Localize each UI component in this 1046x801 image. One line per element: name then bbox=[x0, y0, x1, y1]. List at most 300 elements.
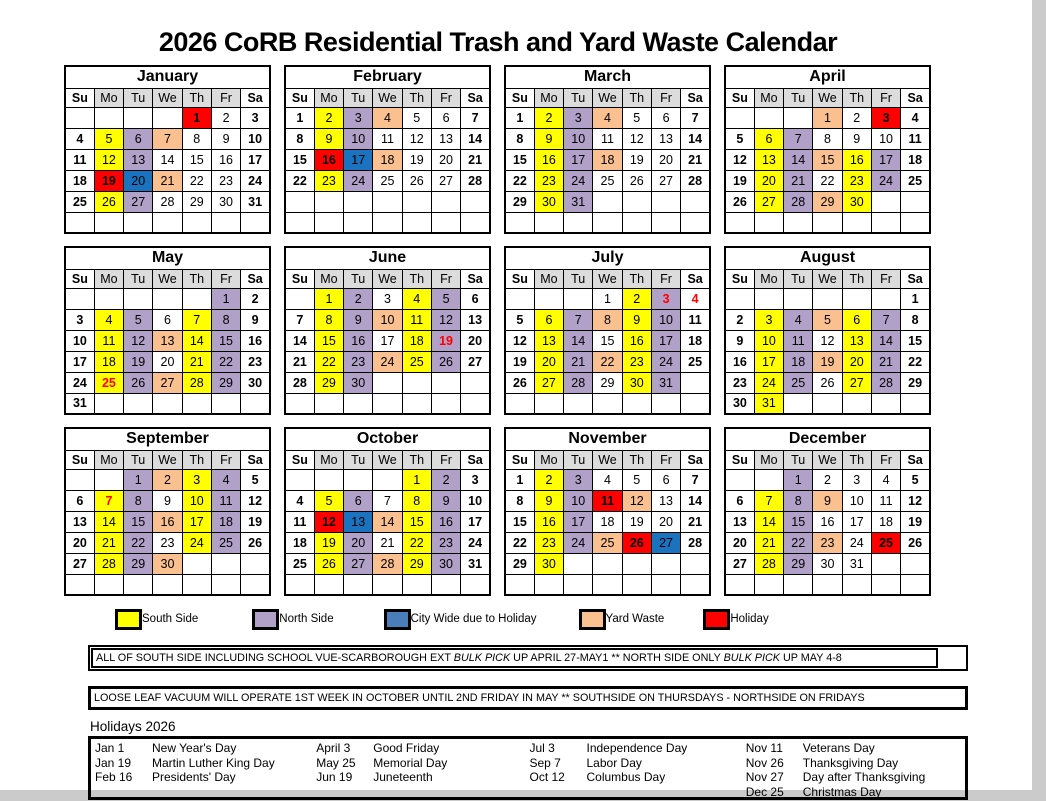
day-cell: 20 bbox=[65, 532, 94, 553]
day-cell: 7 bbox=[564, 309, 593, 330]
day-cell: 13 bbox=[754, 149, 783, 170]
day-cell: 3 bbox=[564, 469, 593, 490]
day-cell: 28 bbox=[871, 372, 900, 393]
day-cell bbox=[681, 393, 710, 414]
day-cell: 15 bbox=[901, 330, 930, 351]
day-cell: 26 bbox=[813, 372, 842, 393]
day-cell: 17 bbox=[344, 149, 373, 170]
day-cell: 11 bbox=[65, 149, 94, 170]
month-april bbox=[724, 65, 931, 234]
day-cell bbox=[651, 212, 680, 233]
day-cell: 27 bbox=[534, 372, 563, 393]
day-header-su: Su bbox=[285, 269, 314, 288]
holiday-date: Jun 19 bbox=[316, 770, 353, 785]
day-cell: 6 bbox=[651, 107, 680, 128]
day-cell bbox=[534, 212, 563, 233]
day-cell: 12 bbox=[901, 490, 930, 511]
day-cell bbox=[593, 212, 622, 233]
day-cell: 27 bbox=[725, 553, 754, 574]
day-cell bbox=[402, 574, 431, 595]
day-cell: 6 bbox=[461, 288, 490, 309]
day-cell: 21 bbox=[153, 170, 182, 191]
day-cell: 9 bbox=[725, 330, 754, 351]
legend-swatch bbox=[115, 609, 142, 630]
holiday-name: Martin Luther King Day bbox=[152, 755, 275, 770]
day-cell bbox=[784, 107, 813, 128]
day-cell: 25 bbox=[593, 170, 622, 191]
day-cell: 6 bbox=[344, 490, 373, 511]
day-cell: 22 bbox=[211, 351, 240, 372]
month-name: May bbox=[65, 247, 270, 269]
week-row bbox=[725, 372, 930, 393]
week-row bbox=[285, 532, 490, 553]
week-row bbox=[285, 330, 490, 351]
day-cell: 11 bbox=[402, 309, 431, 330]
day-cell: 13 bbox=[344, 511, 373, 532]
month-name: February bbox=[285, 66, 490, 88]
day-cell: 21 bbox=[564, 351, 593, 372]
day-cell: 30 bbox=[241, 372, 270, 393]
day-cell: 30 bbox=[725, 393, 754, 414]
holiday-row bbox=[316, 770, 529, 785]
day-cell: 26 bbox=[314, 553, 343, 574]
day-cell: 31 bbox=[842, 553, 871, 574]
day-cell: 14 bbox=[754, 511, 783, 532]
week-row bbox=[505, 351, 710, 372]
day-cell bbox=[314, 574, 343, 595]
day-cell: 18 bbox=[681, 330, 710, 351]
day-cell: 31 bbox=[651, 372, 680, 393]
holiday-name: New Year's Day bbox=[152, 741, 237, 755]
day-cell: 10 bbox=[182, 490, 211, 511]
day-cell: 20 bbox=[461, 330, 490, 351]
day-cell: 17 bbox=[871, 149, 900, 170]
day-cell bbox=[871, 393, 900, 414]
day-cell: 15 bbox=[182, 149, 211, 170]
day-header-mo: Mo bbox=[94, 450, 123, 469]
day-cell: 21 bbox=[754, 532, 783, 553]
day-cell bbox=[241, 574, 270, 595]
week-row bbox=[505, 372, 710, 393]
day-cell: 10 bbox=[842, 490, 871, 511]
day-cell bbox=[871, 288, 900, 309]
week-row bbox=[725, 212, 930, 233]
day-cell: 6 bbox=[65, 490, 94, 511]
day-header-th: Th bbox=[182, 88, 211, 107]
day-cell: 8 bbox=[505, 490, 534, 511]
holiday-column-1 bbox=[95, 741, 316, 797]
day-cell: 14 bbox=[182, 330, 211, 351]
day-cell: 8 bbox=[593, 309, 622, 330]
day-cell bbox=[564, 288, 593, 309]
day-cell bbox=[344, 393, 373, 414]
week-row bbox=[505, 553, 710, 574]
day-cell bbox=[681, 574, 710, 595]
day-cell bbox=[901, 212, 930, 233]
day-cell: 16 bbox=[431, 511, 460, 532]
day-cell bbox=[65, 288, 94, 309]
day-cell: 20 bbox=[725, 532, 754, 553]
day-header-sa: Sa bbox=[681, 269, 710, 288]
day-cell: 26 bbox=[622, 170, 651, 191]
holiday-column-4 bbox=[746, 741, 965, 797]
day-cell: 26 bbox=[505, 372, 534, 393]
day-cell: 27 bbox=[431, 170, 460, 191]
day-cell: 2 bbox=[842, 107, 871, 128]
day-cell bbox=[534, 288, 563, 309]
day-cell bbox=[681, 212, 710, 233]
day-cell: 21 bbox=[182, 351, 211, 372]
day-cell: 28 bbox=[681, 532, 710, 553]
day-cell bbox=[593, 393, 622, 414]
week-row bbox=[505, 330, 710, 351]
day-cell: 7 bbox=[461, 107, 490, 128]
day-cell: 23 bbox=[344, 351, 373, 372]
day-cell: 10 bbox=[373, 309, 402, 330]
legend-item-south-side bbox=[115, 609, 198, 630]
holiday-name: Labor Day bbox=[586, 755, 642, 770]
day-header-th: Th bbox=[622, 88, 651, 107]
day-cell: 7 bbox=[681, 107, 710, 128]
day-cell: 23 bbox=[153, 532, 182, 553]
week-row bbox=[285, 212, 490, 233]
week-row bbox=[285, 574, 490, 595]
day-cell bbox=[681, 553, 710, 574]
day-cell: 21 bbox=[681, 511, 710, 532]
day-cell: 25 bbox=[681, 351, 710, 372]
day-cell: 3 bbox=[344, 107, 373, 128]
bulk-pickup-banner bbox=[88, 645, 968, 671]
day-cell: 19 bbox=[402, 149, 431, 170]
holiday-name: Veterans Day bbox=[802, 741, 875, 755]
day-cell: 12 bbox=[402, 128, 431, 149]
day-cell: 16 bbox=[241, 330, 270, 351]
day-cell: 15 bbox=[593, 330, 622, 351]
day-cell: 27 bbox=[651, 170, 680, 191]
day-header-mo: Mo bbox=[754, 88, 783, 107]
day-cell: 12 bbox=[241, 490, 270, 511]
day-cell: 28 bbox=[784, 191, 813, 212]
day-header-th: Th bbox=[182, 450, 211, 469]
month-july bbox=[504, 246, 711, 415]
day-cell: 6 bbox=[842, 309, 871, 330]
day-cell: 30 bbox=[534, 191, 563, 212]
day-header-su: Su bbox=[505, 88, 534, 107]
day-cell: 29 bbox=[593, 372, 622, 393]
day-cell: 29 bbox=[505, 553, 534, 574]
day-cell: 27 bbox=[65, 553, 94, 574]
day-header-th: Th bbox=[182, 269, 211, 288]
day-cell: 24 bbox=[842, 532, 871, 553]
day-header-fr: Fr bbox=[431, 450, 460, 469]
day-cell: 9 bbox=[842, 128, 871, 149]
day-cell: 17 bbox=[754, 351, 783, 372]
month-december bbox=[724, 427, 931, 596]
day-cell: 13 bbox=[651, 128, 680, 149]
holiday-row bbox=[530, 756, 746, 771]
day-cell: 9 bbox=[431, 490, 460, 511]
day-cell: 15 bbox=[124, 511, 153, 532]
week-row bbox=[725, 553, 930, 574]
day-header-th: Th bbox=[842, 88, 871, 107]
day-cell: 5 bbox=[314, 490, 343, 511]
day-cell bbox=[651, 393, 680, 414]
day-cell: 4 bbox=[871, 469, 900, 490]
month-name: June bbox=[285, 247, 490, 269]
day-cell: 6 bbox=[754, 128, 783, 149]
holiday-date: May 25 bbox=[316, 755, 356, 770]
day-cell: 22 bbox=[124, 532, 153, 553]
holiday-name: Christmas Day bbox=[802, 784, 882, 799]
day-cell: 13 bbox=[651, 490, 680, 511]
day-cell: 4 bbox=[593, 469, 622, 490]
day-cell: 10 bbox=[564, 490, 593, 511]
day-cell: 19 bbox=[622, 511, 651, 532]
day-cell: 14 bbox=[153, 149, 182, 170]
day-header-we: We bbox=[153, 450, 182, 469]
day-cell: 13 bbox=[65, 511, 94, 532]
day-cell: 31 bbox=[564, 191, 593, 212]
day-cell: 29 bbox=[505, 191, 534, 212]
week-row bbox=[725, 393, 930, 414]
month-february bbox=[284, 65, 491, 234]
day-cell: 1 bbox=[124, 469, 153, 490]
week-row bbox=[505, 191, 710, 212]
week-row bbox=[505, 469, 710, 490]
day-cell: 27 bbox=[124, 191, 153, 212]
day-cell: 7 bbox=[285, 309, 314, 330]
day-header-sa: Sa bbox=[241, 269, 270, 288]
day-cell bbox=[842, 288, 871, 309]
day-header-we: We bbox=[153, 269, 182, 288]
day-cell: 30 bbox=[153, 553, 182, 574]
week-row bbox=[505, 511, 710, 532]
day-cell: 3 bbox=[871, 107, 900, 128]
day-header-fr: Fr bbox=[211, 88, 240, 107]
day-cell: 31 bbox=[241, 191, 270, 212]
day-cell bbox=[725, 288, 754, 309]
day-cell: 17 bbox=[564, 149, 593, 170]
day-cell: 1 bbox=[402, 469, 431, 490]
day-cell: 22 bbox=[813, 170, 842, 191]
week-row bbox=[285, 490, 490, 511]
day-cell: 16 bbox=[211, 149, 240, 170]
day-cell: 22 bbox=[901, 351, 930, 372]
day-cell bbox=[94, 574, 123, 595]
day-cell bbox=[402, 191, 431, 212]
day-cell: 26 bbox=[431, 351, 460, 372]
holiday-date: Jul 3 bbox=[529, 741, 555, 755]
day-cell: 28 bbox=[182, 372, 211, 393]
month-november bbox=[504, 427, 711, 596]
week-row bbox=[65, 372, 270, 393]
day-cell: 30 bbox=[534, 553, 563, 574]
day-cell: 19 bbox=[622, 149, 651, 170]
week-row bbox=[65, 128, 270, 149]
day-cell: 27 bbox=[344, 553, 373, 574]
week-row bbox=[285, 170, 490, 191]
day-cell: 17 bbox=[373, 330, 402, 351]
day-cell: 2 bbox=[153, 469, 182, 490]
day-cell: 28 bbox=[564, 372, 593, 393]
day-cell: 2 bbox=[314, 107, 343, 128]
day-cell bbox=[871, 574, 900, 595]
day-cell: 8 bbox=[402, 490, 431, 511]
week-row bbox=[725, 149, 930, 170]
day-cell: 16 bbox=[534, 511, 563, 532]
day-header-th: Th bbox=[402, 88, 431, 107]
day-cell: 12 bbox=[94, 149, 123, 170]
day-cell: 21 bbox=[285, 351, 314, 372]
day-cell: 25 bbox=[211, 532, 240, 553]
day-cell: 23 bbox=[725, 372, 754, 393]
day-cell bbox=[153, 288, 182, 309]
day-header-th: Th bbox=[622, 269, 651, 288]
day-cell: 12 bbox=[124, 330, 153, 351]
holiday-name: Good Friday bbox=[373, 741, 440, 755]
day-cell: 26 bbox=[402, 170, 431, 191]
day-cell bbox=[344, 191, 373, 212]
day-cell bbox=[901, 191, 930, 212]
holiday-name: Juneteenth bbox=[373, 770, 433, 785]
day-cell bbox=[94, 393, 123, 414]
day-cell: 14 bbox=[461, 128, 490, 149]
day-cell: 18 bbox=[871, 511, 900, 532]
day-cell: 27 bbox=[754, 191, 783, 212]
day-cell: 18 bbox=[94, 351, 123, 372]
day-header-mo: Mo bbox=[754, 269, 783, 288]
day-cell: 1 bbox=[211, 288, 240, 309]
day-header-fr: Fr bbox=[431, 88, 460, 107]
day-cell: 23 bbox=[534, 170, 563, 191]
day-cell: 5 bbox=[94, 128, 123, 149]
day-cell bbox=[564, 393, 593, 414]
day-cell: 24 bbox=[871, 170, 900, 191]
day-cell: 31 bbox=[461, 553, 490, 574]
day-cell: 24 bbox=[564, 170, 593, 191]
day-cell: 11 bbox=[593, 490, 622, 511]
day-cell: 2 bbox=[725, 309, 754, 330]
day-cell bbox=[373, 393, 402, 414]
day-cell bbox=[842, 212, 871, 233]
day-cell: 31 bbox=[754, 393, 783, 414]
day-cell bbox=[285, 288, 314, 309]
day-header-fr: Fr bbox=[211, 450, 240, 469]
day-header-mo: Mo bbox=[314, 88, 343, 107]
week-row bbox=[725, 330, 930, 351]
day-cell bbox=[94, 469, 123, 490]
banner-segment-italic: BULK PICK bbox=[723, 652, 780, 664]
day-cell: 7 bbox=[681, 469, 710, 490]
day-cell: 17 bbox=[241, 149, 270, 170]
day-cell bbox=[534, 574, 563, 595]
day-cell: 18 bbox=[373, 149, 402, 170]
day-header-mo: Mo bbox=[534, 450, 563, 469]
day-cell: 19 bbox=[314, 532, 343, 553]
week-row bbox=[65, 191, 270, 212]
day-cell bbox=[124, 212, 153, 233]
day-cell bbox=[211, 212, 240, 233]
day-cell: 1 bbox=[901, 288, 930, 309]
day-header-tu: Tu bbox=[124, 450, 153, 469]
week-row bbox=[725, 128, 930, 149]
day-header-we: We bbox=[153, 88, 182, 107]
holiday-date: Nov 27 bbox=[745, 770, 784, 785]
day-cell: 7 bbox=[754, 490, 783, 511]
holidays-heading: Holidays 2026 bbox=[90, 719, 176, 734]
week-row bbox=[725, 288, 930, 309]
day-cell: 9 bbox=[534, 490, 563, 511]
day-cell: 20 bbox=[651, 511, 680, 532]
holiday-row bbox=[316, 741, 529, 756]
day-cell: 4 bbox=[402, 288, 431, 309]
holiday-name: Independence Day bbox=[586, 741, 688, 755]
day-header-tu: Tu bbox=[344, 450, 373, 469]
day-cell bbox=[431, 574, 460, 595]
week-row bbox=[65, 288, 270, 309]
day-cell: 24 bbox=[241, 170, 270, 191]
week-row bbox=[65, 170, 270, 191]
day-header-mo: Mo bbox=[94, 269, 123, 288]
day-cell: 10 bbox=[754, 330, 783, 351]
week-row bbox=[65, 393, 270, 414]
day-header-tu: Tu bbox=[344, 269, 373, 288]
day-cell: 19 bbox=[241, 511, 270, 532]
day-header-we: We bbox=[593, 88, 622, 107]
day-cell: 4 bbox=[285, 490, 314, 511]
day-cell: 28 bbox=[681, 170, 710, 191]
day-cell bbox=[842, 393, 871, 414]
day-cell bbox=[505, 393, 534, 414]
day-cell: 26 bbox=[725, 191, 754, 212]
day-header-tu: Tu bbox=[564, 450, 593, 469]
day-cell: 12 bbox=[622, 128, 651, 149]
holiday-date: Nov 26 bbox=[745, 755, 784, 770]
day-cell: 18 bbox=[402, 330, 431, 351]
day-cell bbox=[65, 574, 94, 595]
day-cell bbox=[182, 553, 211, 574]
week-row bbox=[285, 107, 490, 128]
day-cell bbox=[564, 574, 593, 595]
day-cell: 19 bbox=[431, 330, 460, 351]
day-cell bbox=[593, 191, 622, 212]
banner-segment: UP MAY 4-8 bbox=[780, 652, 842, 664]
day-cell: 28 bbox=[373, 553, 402, 574]
day-cell bbox=[784, 288, 813, 309]
day-cell: 26 bbox=[124, 372, 153, 393]
day-cell: 5 bbox=[813, 309, 842, 330]
holiday-column-2 bbox=[316, 741, 529, 797]
day-cell: 30 bbox=[211, 191, 240, 212]
day-header-we: We bbox=[593, 269, 622, 288]
day-cell: 25 bbox=[871, 532, 900, 553]
day-cell: 10 bbox=[651, 309, 680, 330]
day-cell: 24 bbox=[754, 372, 783, 393]
day-cell: 4 bbox=[681, 288, 710, 309]
day-cell: 23 bbox=[314, 170, 343, 191]
day-cell: 19 bbox=[901, 511, 930, 532]
day-header-we: We bbox=[373, 269, 402, 288]
day-cell: 3 bbox=[241, 107, 270, 128]
day-cell bbox=[124, 107, 153, 128]
day-cell: 3 bbox=[842, 469, 871, 490]
day-header-fr: Fr bbox=[871, 450, 900, 469]
week-row bbox=[285, 191, 490, 212]
day-cell bbox=[813, 574, 842, 595]
day-cell: 2 bbox=[431, 469, 460, 490]
day-cell: 30 bbox=[431, 553, 460, 574]
day-cell: 22 bbox=[784, 532, 813, 553]
